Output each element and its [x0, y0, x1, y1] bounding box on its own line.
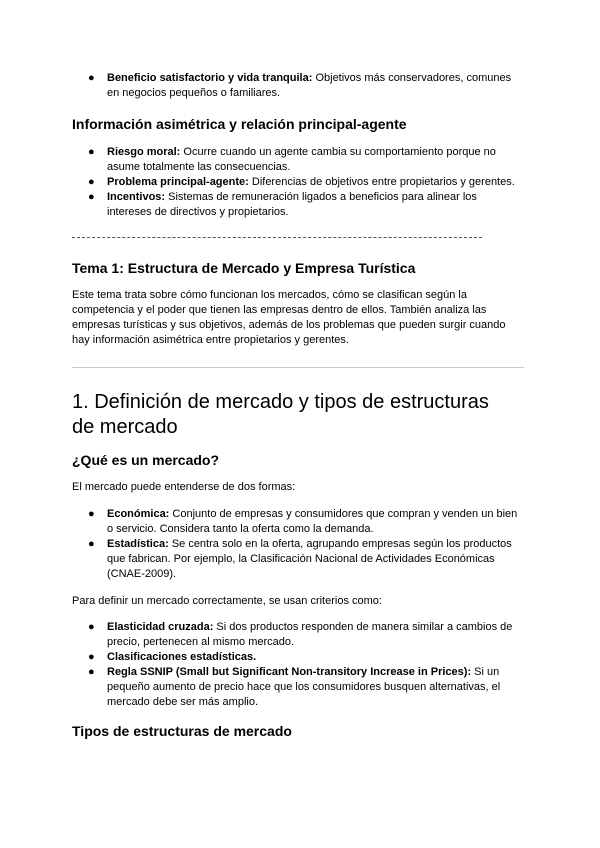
- term-label: Riesgo moral:: [107, 146, 181, 158]
- list-item: [72, 507, 528, 537]
- term-label: Económica:: [107, 508, 170, 520]
- list-item: [72, 71, 528, 101]
- market-lead: El mercado puede entenderse de dos formas:: [72, 481, 296, 493]
- bullet-icon: ●: [88, 191, 95, 203]
- term-description: Si un pequeño aumento de precio hace que los consumidores busquen alternativas, el mercado debe ser más amplio.: [107, 666, 501, 708]
- top-bullet-list: [72, 71, 528, 101]
- bullet-icon: ●: [88, 651, 95, 663]
- term-description: Sistemas de remuneración ligados a beneficios para alinear los intereses de directivos y propietarios.: [107, 191, 477, 218]
- term-label: Incentivos:: [107, 191, 166, 203]
- bullet-icon: ●: [88, 146, 95, 158]
- term-description: Ocurre cuando un agente cambia su comportamiento porque no asume totalmente las consecuencias.: [107, 146, 496, 173]
- bullet-icon: ●: [88, 666, 95, 678]
- list-item: [72, 190, 528, 220]
- term-description: Objetivos más conservadores, comunes en negocios pequeños o familiares.: [107, 72, 512, 99]
- term-description: Si dos productos responden de manera similar a cambios de precio, pertenecen al mismo mercado.: [107, 621, 513, 648]
- list-item: [72, 175, 528, 190]
- section-1-heading: 1. Definición de mercado y tipos de estructuras de mercado: [72, 391, 489, 438]
- bullet-icon: ●: [88, 621, 95, 633]
- tema-intro: Este tema trata sobre cómo funcionan los mercados, cómo se clasifican según la competencia y el poder que tienen las empresas dentro de ellos. También analiza las empresas turísticas y sus objetivos, además de los problemas que pueden surgir cuando hay información asimétrica entre propietarios y gerentes.: [72, 289, 506, 346]
- bullet-icon: ●: [88, 72, 95, 84]
- term-description: Diferencias de objetivos entre propietarios y gerentes.: [248, 176, 515, 188]
- subheading-que-es-mercado: ¿Qué es un mercado?: [72, 452, 220, 468]
- subheading-tipos: Tipos de estructuras de mercado: [72, 723, 292, 739]
- tema-heading: Tema 1: Estructura de Mercado y Empresa Turística: [72, 260, 416, 276]
- term-label: Problema principal-agente:: [107, 176, 249, 188]
- bullet-icon: ●: [88, 508, 95, 520]
- section-heading-info: Información asimétrica y relación principal-agente: [72, 116, 407, 132]
- list-item: [72, 620, 528, 650]
- criteria-lead: Para definir un mercado correctamente, se usan criterios como:: [72, 595, 382, 607]
- term-description: Se centra solo en la oferta, agrupando empresas según los productos que fabrican. Por ejemplo, la Clasificación Nacional de Actividades Económicas (CNAE-2009).: [107, 538, 512, 580]
- bullet-icon: ●: [88, 176, 95, 188]
- term-label: Beneficio satisfactorio y vida tranquila:: [107, 72, 313, 84]
- term-label: Clasificaciones estadísticas.: [107, 651, 257, 663]
- info-bullet-list: [72, 145, 528, 220]
- term-label: Regla SSNIP (Small but Significant Non-transitory Increase in Prices):: [107, 666, 472, 678]
- term-label: Estadística:: [107, 538, 169, 550]
- dashed-separator: [72, 237, 482, 238]
- list-item: [72, 537, 528, 582]
- term-label: Elasticidad cruzada:: [107, 621, 214, 633]
- list-item: [72, 665, 528, 710]
- bullet-icon: ●: [88, 538, 95, 550]
- list-item: [72, 145, 528, 175]
- criteria-list: [72, 620, 528, 710]
- market-forms-list: [72, 507, 528, 582]
- horizontal-rule: [72, 367, 524, 368]
- list-item: [72, 650, 528, 665]
- term-description: Conjunto de empresas y consumidores que compran y venden un bien o servicio. Considera tanto la oferta como la demanda.: [107, 508, 518, 535]
